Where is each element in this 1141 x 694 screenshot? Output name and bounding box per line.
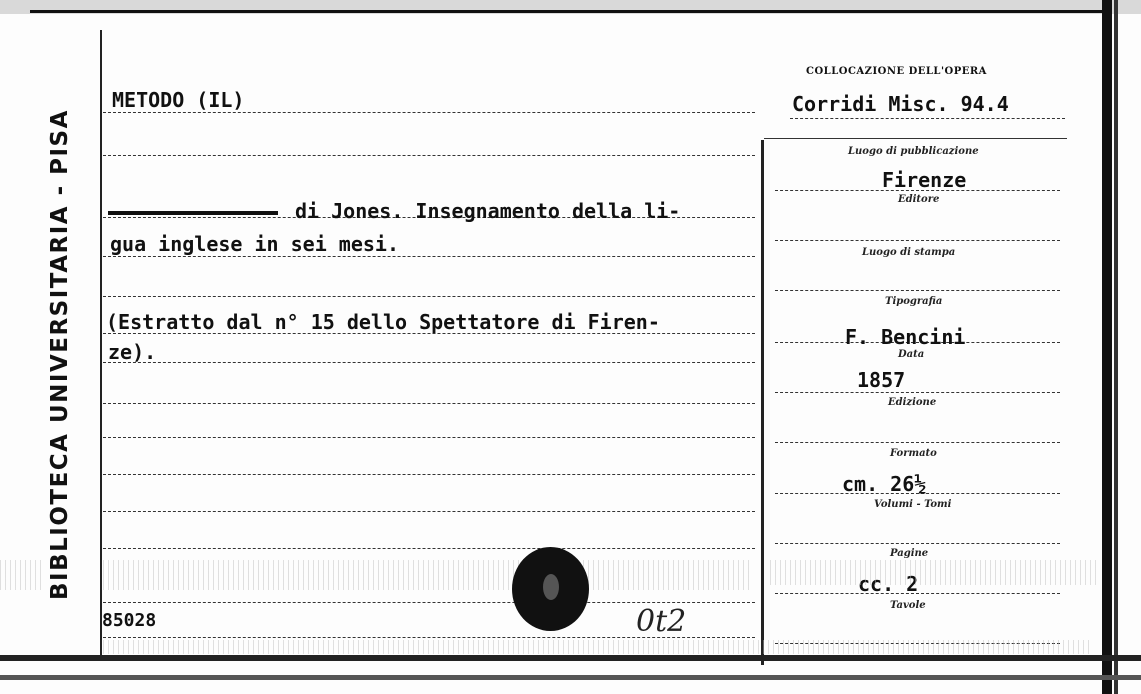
author-line: di Jones. Insegnamento della li- [295, 199, 681, 223]
ruled-line [775, 290, 1060, 291]
ruled-line [103, 362, 755, 363]
bottom-border-secondary [0, 675, 1141, 680]
data-label: Data [898, 349, 925, 360]
ruled-line [775, 240, 1060, 241]
scan-noise [103, 560, 753, 590]
collocation-value: Corridi Misc. 94.4 [792, 92, 1009, 116]
right-border [1102, 0, 1112, 694]
formato-label: Formato [890, 448, 937, 459]
tipografia-label: Tipografia [885, 296, 943, 307]
punch-hole-center [543, 574, 559, 600]
scan-noise [103, 640, 1093, 654]
ruled-line [775, 543, 1060, 544]
luogo-pubblicazione-value: Firenze [882, 168, 967, 192]
tipografia-value: F. Bencini [845, 325, 966, 349]
ruled-line [775, 392, 1060, 393]
pagine-label: Pagine [890, 548, 929, 559]
note-line-1: (Estratto dal n° 15 dello Spettatore di Firen- [106, 310, 660, 334]
bottom-border [0, 655, 1141, 661]
luogo-pubblicazione-label: Luogo di pubblicazione [848, 146, 979, 157]
volumi-label: Volumi - Tomi [874, 499, 952, 510]
author-dash [108, 211, 278, 215]
ruled-line [103, 548, 755, 549]
ruled-line [103, 296, 755, 297]
ruled-line [103, 403, 755, 404]
handwritten-note: 0t2 [636, 604, 687, 639]
ruled-line [103, 602, 755, 603]
top-border-line [30, 10, 1110, 13]
ruled-line [103, 437, 755, 438]
editore-label: Editore [898, 194, 940, 205]
left-margin-rule [100, 30, 102, 660]
scan-noise [0, 560, 45, 590]
ruled-line [103, 256, 755, 257]
ruled-line [775, 442, 1060, 443]
ruled-line [103, 112, 755, 113]
column-divider [761, 140, 764, 665]
luogo-stampa-label: Luogo di stampa [862, 247, 956, 258]
title-entry: METODO (IL) [112, 88, 245, 112]
data-value: 1857 [857, 368, 906, 392]
ruled-line [103, 511, 755, 512]
author-line-continued: gua inglese in sei mesi. [110, 232, 399, 256]
collocation-header: COLLOCAZIONE DELL'OPERA [806, 66, 987, 77]
ruled-line [103, 474, 755, 475]
ruled-line [764, 138, 1067, 139]
right-border-secondary [1114, 0, 1118, 694]
formato-value: cm. 26½ [842, 472, 927, 496]
inventory-number: 85028 [102, 610, 157, 631]
scan-noise [770, 560, 1100, 585]
pagine-value: cc. 2 [858, 572, 919, 596]
library-stamp-vertical: BIBLIOTECA UNIVERSITARIA - PISA [47, 109, 73, 600]
note-line-2: ze). [108, 340, 157, 364]
ruled-line [103, 155, 755, 156]
tavole-label: Tavole [890, 600, 926, 611]
ruled-line [790, 118, 1065, 119]
edizione-label: Edizione [888, 397, 937, 408]
